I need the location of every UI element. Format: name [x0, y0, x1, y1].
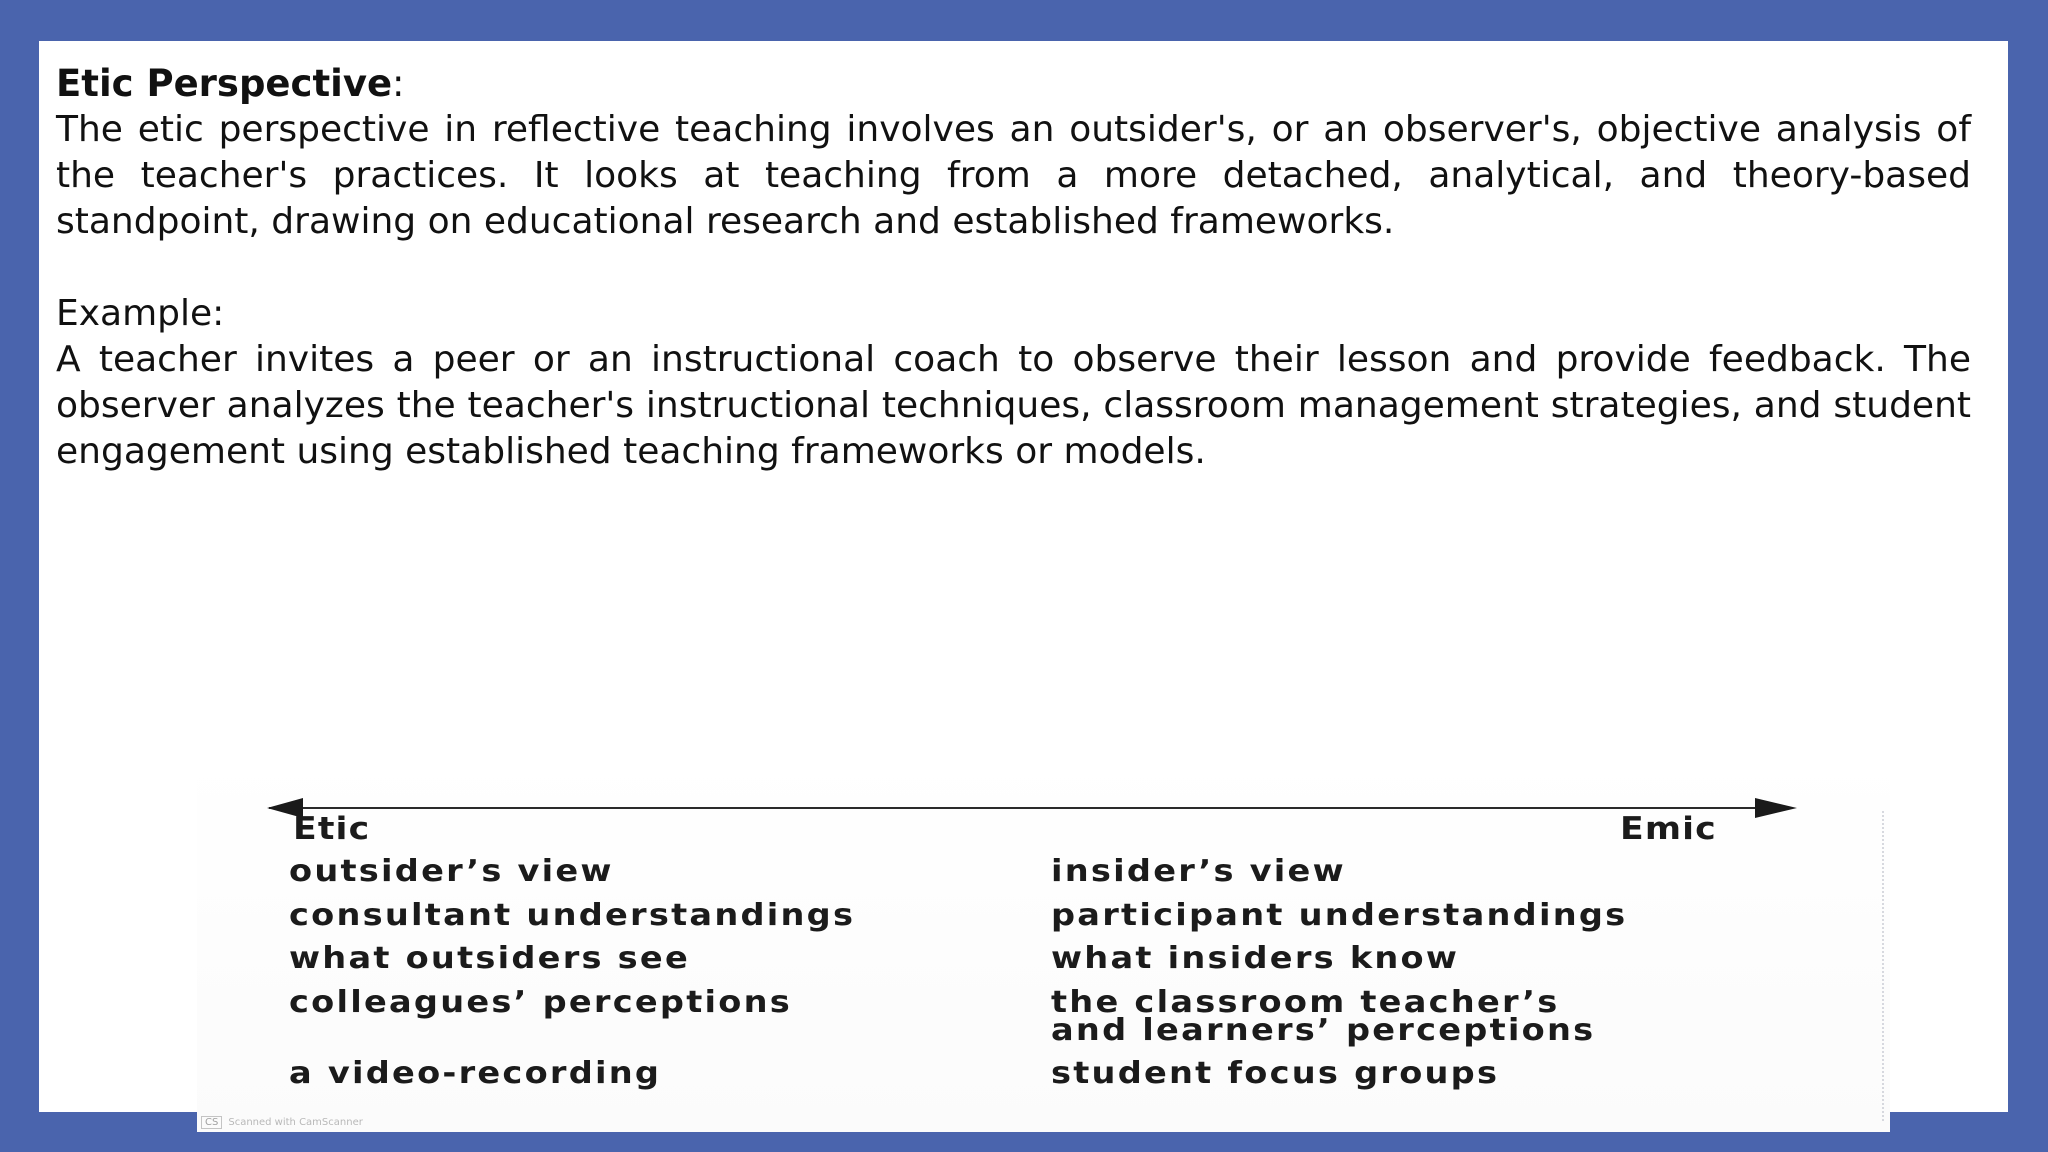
text-block [56, 61, 1971, 475]
etic-emic-axis-line [269, 807, 1789, 809]
example-paragraph: A teacher invites a peer or an instructional coach to observe their lesson and provide feedback. The observer analyzes the teacher's instructional techniques, classroom management strategies, and student engagement using established teaching frameworks or models. [56, 339, 1971, 472]
emic-item: participant understandings [1051, 898, 1628, 933]
etic-item: outsider’s view [289, 854, 614, 889]
etic-item: what outsiders see [289, 941, 690, 976]
scan-edge [1882, 811, 1890, 1121]
heading-title: Etic Perspective [56, 62, 393, 105]
etic-item: consultant understandings [289, 898, 856, 933]
etic-item: colleagues’ perceptions [289, 985, 793, 1020]
example-label: Example: [56, 293, 225, 334]
etic-item: a video-recording [289, 1056, 662, 1091]
emic-item: student focus groups [1051, 1056, 1500, 1091]
emic-item: insider’s view [1051, 854, 1346, 889]
etic-heading: Etic [293, 811, 371, 847]
heading-colon: : [392, 62, 405, 105]
paragraph-spacer [56, 245, 1971, 291]
heading-line [56, 61, 1971, 107]
etic-emic-figure [197, 751, 1890, 1132]
scanner-watermark-text: Scanned with CamScanner [228, 1117, 363, 1128]
scanner-badge: CS [201, 1116, 222, 1129]
intro-paragraph: The etic perspective in reflective teaching involves an outsider's, or an observer's, objective analysis of the teacher's practices. It looks at teaching from a more detached, analytical, and theory-based standpoint, drawing on educational research and established frameworks. [56, 109, 1971, 242]
scanner-watermark [201, 1116, 363, 1129]
emic-item: what insiders know [1051, 941, 1460, 976]
emic-item-continuation: and learners’ perceptions [1051, 1013, 1596, 1048]
right-arrowhead-icon [1755, 798, 1797, 818]
emic-item: the classroom teacher’s [1051, 985, 1560, 1020]
slide [39, 41, 2008, 1128]
emic-heading: Emic [1620, 811, 1717, 847]
